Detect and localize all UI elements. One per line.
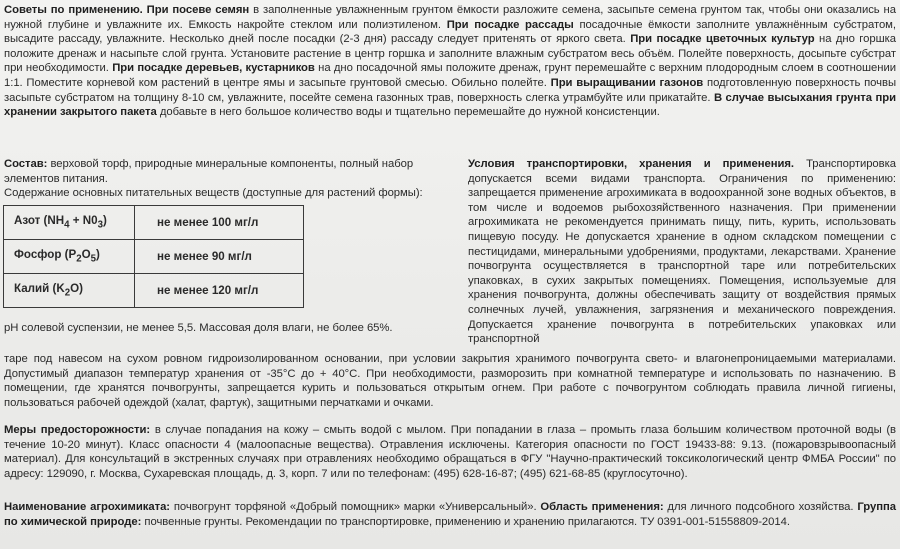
nutrient-name: Фосфор $(P_2O_5)$ bbox=[4, 240, 135, 274]
usage-seedlings-label: При посадке рассады bbox=[446, 18, 574, 31]
usage-seeds-text: в заполненные увлажненным грунтом ёмкости разложите семена, засыпьте семена грунтом так, чтобы они оказались на нужной глубине и увлажните их. Емкость накройте стеклом или полиэтиленом. bbox=[4, 4, 896, 31]
table-row bbox=[4, 274, 304, 308]
usage-flowers-text: на дно горшка положите дренаж и насыпьте слой грунта. Установите растение в центр горшка и заполните влажным субстратом весь объём. Полейте поверхность, досыпьте субстрат при необходимости. bbox=[4, 33, 896, 75]
nutrient-name: Азот $(NH_4 + N0_3)$ bbox=[4, 206, 135, 240]
usage-lawn-label: При выращивании газонов bbox=[550, 76, 704, 89]
composition-section bbox=[4, 157, 454, 201]
area-text: для личного подсобного хозяйства. bbox=[667, 501, 854, 513]
usage-lawn-text: подготовленную поверхность почвы засыпьте субстратом на толщину 8-10 см, увлажните, посейте семена газонных трав, поверхность слегка утрамбуйте или прикатайте. bbox=[4, 76, 897, 104]
usage-seedlings-text: посадочные ёмкости заполните увлажнённым субстратом, высадите рассаду, увлажните. Несколько дней после посадки (2-3 дня) рассаду следует притенять от яркого света. bbox=[4, 18, 896, 46]
usage-dry-label: В случае высыхания грунта при хранении закрытого пакета bbox=[4, 91, 897, 119]
transport-heading: Условия транспортировки, хранения и применения. bbox=[468, 158, 795, 170]
safety-label: Меры предосторожности: bbox=[4, 424, 151, 436]
nutrient-name: Калий $(K_2O)$ bbox=[4, 274, 135, 308]
nutrient-value: не менее 120 мг/л bbox=[135, 274, 304, 308]
usage-trees-label: При посадке деревьев, кустарников bbox=[112, 62, 315, 75]
transport-section bbox=[468, 157, 896, 347]
composition-text: верховой торф, природные минеральные компоненты, полный набор элементов питания. bbox=[4, 158, 414, 185]
usage-flowers-label: При посадке цветочных культур bbox=[630, 33, 815, 46]
composition-label: Состав: bbox=[4, 158, 48, 170]
transport-text: Транспортировка допускается всеми видами транспорта. Ограничения по применению: запрещается применение агрохимиката в водоохранной зоне водных объектов, в том числе и водоемов рыбохозяйственного назначения. При применении агрохимиката не рекомендуется принимать пищу, пить, курить, использовать пищевую посуду. Не допускается хранение в одном складском помещении с пестицидами, минеральными удобрениями, продуктами, лекарствами. Хранение почвогрунта осуществляется в транспортной таре или потребительских упаковках, в сухих закрытых помещениях. Помещения, используемые для хранения почвогрунта, должны обеспечивать защиту от воздействия прямых солнечных лучей, увлажнения, загрязнения и механического повреждения. Допускается хранение почвогрунта в потребительских упаковках или транспортной bbox=[468, 158, 896, 346]
nutrients-table bbox=[3, 205, 304, 308]
product-label: Наименование агрохимиката: bbox=[4, 501, 171, 513]
group-label: Группа по химической природе: bbox=[4, 501, 896, 528]
area-label: Область применения: bbox=[540, 501, 664, 513]
nutrients-caption: Содержание основных питательных веществ (доступные для растений формы): bbox=[4, 187, 423, 200]
safety-text: в случае попадания на кожу – смыть водой с мылом. При попадании в глаза – промыть глаза большим количеством проточной воды (в течение 10-20 минут). Класс опасности 4 (малоопасные вещества). Отравления исключены. Категория опасности по ГОСТ 19433-88: 9.13. (пожаровзрывоопасный материал). Для консультаций в экстренных случаях при отравлениях необходимо обращаться в ФГУ "Научно-практический токсикологический центр ФМБА России" по адресу: 129090, г. Москва, Сухаревская площадь, д. 3, корп. 7 или по телефонам: (495) 628-16-87; (495) 621-68-85 (круглосуточно). bbox=[4, 424, 896, 480]
table-row bbox=[4, 206, 304, 240]
nutrient-value: не менее 90 мг/л bbox=[135, 240, 304, 274]
usage-dry-text: добавьте в него большое количество воды и тщательно перемешайте до нужной консистенции. bbox=[159, 106, 660, 119]
nutrient-value: не менее 100 мг/л bbox=[135, 206, 304, 240]
usage-trees-text: на дно посадочной ямы положите дренаж, грунт перемешайте с верхним плодородным слоем в соотношении 1:1. Поместите корневой ком растений в центре ямы и засыпьте грунтовой смесью. Обильно полейте. bbox=[4, 62, 896, 89]
product-text: почвогрунт торфяной «Добрый помощник» марки «Универсальный». bbox=[173, 501, 537, 513]
safety-section bbox=[4, 423, 896, 481]
usage-seeds-label: При посеве семян bbox=[146, 4, 250, 16]
table-row bbox=[4, 240, 304, 274]
product-section bbox=[4, 500, 896, 529]
ph-moisture-text: рН солевой суспензии, не менее 5,5. Массовая доля влаги, не более 65%. bbox=[4, 322, 393, 334]
group-text: почвенные грунты. Рекомендации по транспортировке, применению и хранению прилагаются. ТУ 0391-001-51558809-2014. bbox=[144, 515, 790, 528]
usage-section bbox=[4, 3, 896, 120]
storage-text: таре под навесом на сухом ровном гидроизолированном основании, при условии закрытия хранимого почвогрунта свето- и влагонепроницаемыми материалами. Допустимый диапазон температур хранения от -35°С до + 40°С. При необходимости, разморозить при комнатной температуре и использовать по назначению. В помещении, где хранятся почвогрунты, запрещается курить и пользоваться открытым огнем. При работе с почвогрунтом соблюдать правила личной гигиены, пользоваться рабочей одеждой (халат, фартук), защитными перчатками и очками. bbox=[4, 353, 896, 409]
usage-heading: Советы по применению. bbox=[4, 4, 143, 16]
